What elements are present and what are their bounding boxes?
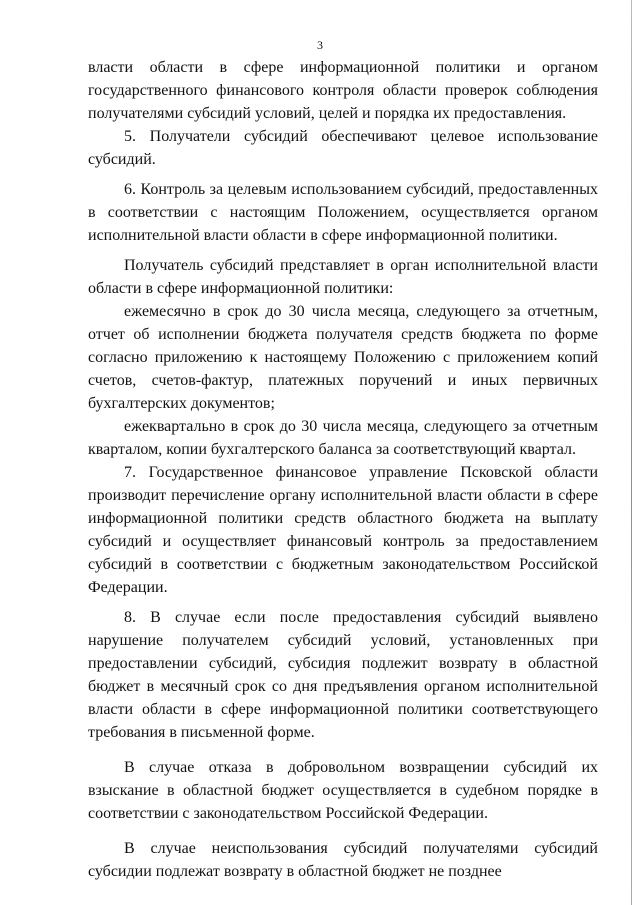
paragraph-item-8: 8. В случае если после предоставления субсидий выявлено нарушение получателем субсидий условий, установленных при предоставлении субсидий, субсидия подлежит возврату в областной бюджет в месячный срок со дня предъявления органом исполнительной власти области в сфере информационной политики соответствующего требования в письменной форме. [88,609,598,741]
paragraph-refusal-case: В случае отказа в добровольном возвращении субсидий их взыскание в областной бюджет осуществляется в судебном порядке в соответствии с законодательством Российской Федерации. [88,759,598,822]
paragraph-monthly-report: ежемесячно в срок до 30 числа месяца, следующего за отчетным, отчет об исполнении бюджета получателя средств бюджета по форме согласно приложению к настоящему Положению с приложением копий счетов, счетов-фактур, платежных поручений и иных первичных бухгалтерских документов; [88,303,598,412]
paragraph-item-6: 6. Контроль за целевым использованием субсидий, предоставленных в соответствии с настоящим Положением, осуществляется органом исполнительной власти области в сфере информационной политики. [88,181,598,244]
document-body [88,56,598,883]
page-edge-line [631,0,632,905]
page-number: 3 [317,38,323,52]
paragraph-continuation: власти области в сфере информационной политики и органом государственного финансового контроля области проверок соблюдения получателями субсидий условий, целей и порядка их предоставления. [88,59,598,122]
paragraph-quarterly-report: ежеквартально в срок до 30 числа месяца, следующего за отчетным кварталом, копии бухгалтерского баланса за соответствующий квартал. [88,418,598,458]
paragraph-item-5: 5. Получатели субсидий обеспечивают целевое использование субсидий. [88,128,598,168]
paragraph-reporting-intro: Получатель субсидий представляет в орган исполнительной власти области в сфере информационной политики: [88,257,598,297]
paragraph-nonuse-case: В случае неиспользования субсидий получателями субсидий субсидии подлежат возврату в областной бюджет не позднее [88,840,598,880]
paragraph-item-7: 7. Государственное финансовое управление Псковской области производит перечисление органу исполнительной власти области в сфере информационной политики средств областного бюджета на выплату субсидий и осуществляет финансовый контроль за предоставлением субсидий в соответствии с бюджетным законодательством Российской Федерации. [88,464,598,596]
